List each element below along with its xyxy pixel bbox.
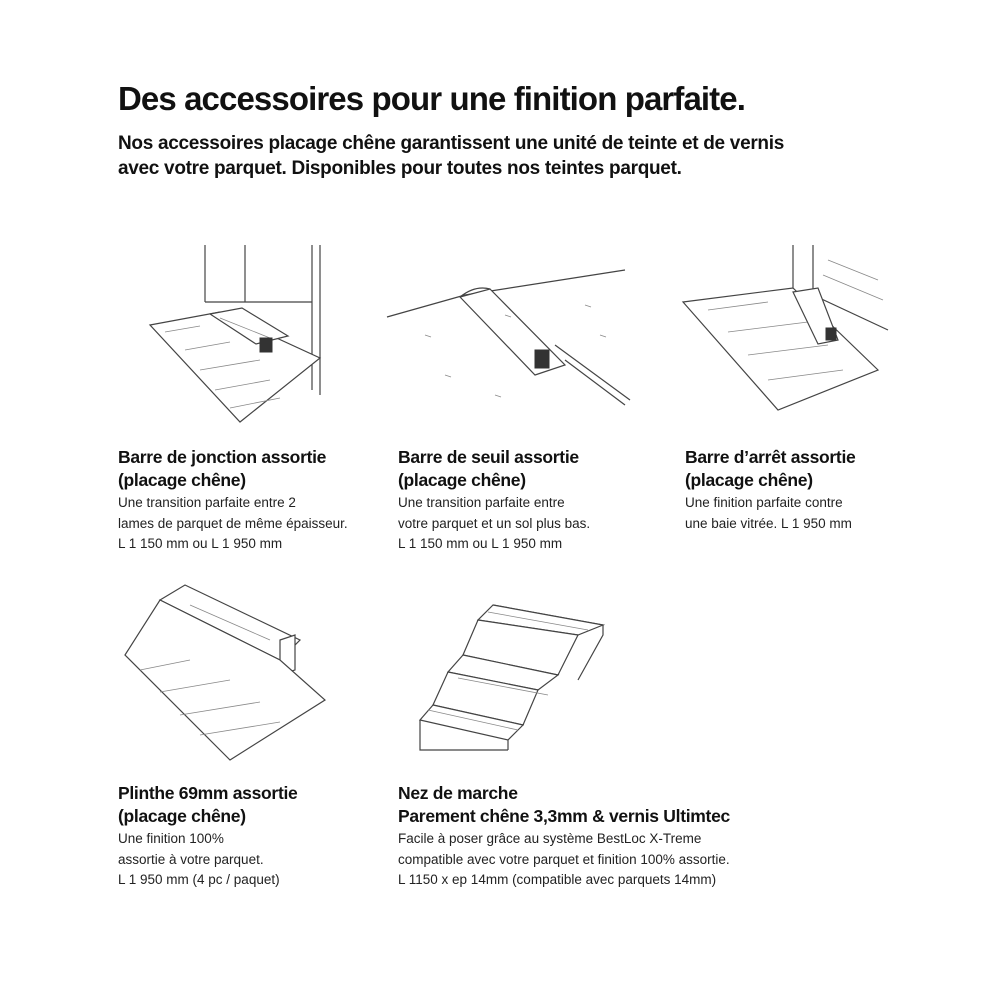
stop-bar-illustration — [678, 240, 893, 430]
desc-line: Une transition parfaite entre 2 — [118, 495, 296, 510]
accessory-description — [685, 493, 855, 534]
subtitle-line: Nos accessoires placage chêne garantissent une unité de teinte et de vernis — [118, 133, 784, 154]
title-line: Barre d’arrêt assortie — [685, 447, 856, 467]
title-line: (placage chêne) — [118, 470, 246, 490]
accessory-description — [118, 829, 297, 891]
title-line: Plinthe 69mm assortie — [118, 783, 298, 803]
title-line: (placage chêne) — [398, 470, 526, 490]
title-line: (placage chêne) — [685, 470, 813, 490]
threshold-bar-illustration — [385, 255, 635, 415]
desc-line: votre parquet et un sol plus bas. — [398, 515, 591, 531]
title-line: Nez de marche — [398, 783, 518, 803]
skirting-board-illustration — [120, 580, 340, 770]
title-line: (placage chêne) — [118, 806, 246, 826]
desc-line: compatible avec votre parquet et finition 100% assortie. — [398, 851, 730, 867]
accessory-description — [118, 493, 348, 555]
title-line: Barre de seuil assortie — [398, 447, 579, 467]
jonction-bar-illustration — [130, 240, 340, 430]
accessory-description — [398, 493, 590, 555]
desc-line: une baie vitrée. L 1 950 mm — [685, 515, 852, 531]
desc-line: L 1 950 mm (4 pc / paquet) — [118, 872, 280, 887]
stair-nosing-illustration — [418, 600, 618, 760]
desc-line: L 1 150 mm ou L 1 950 mm — [118, 536, 283, 551]
page-subtitle — [118, 131, 878, 181]
desc-line: Facile à poser grâce au système BestLoc X-Treme — [398, 831, 702, 846]
desc-line: Une finition 100% — [118, 831, 224, 846]
accessory-title — [118, 782, 297, 828]
accessory-title — [398, 446, 590, 492]
accessory-description — [398, 829, 730, 891]
desc-line: Une finition parfaite contre — [685, 495, 843, 510]
page-title: Des accessoires pour une finition parfaite. — [118, 80, 745, 117]
title-line: Barre de jonction assortie — [118, 447, 327, 467]
accessory-title — [398, 782, 730, 828]
desc-line: L 1 150 mm ou L 1 950 mm — [398, 536, 563, 551]
desc-line: lames de parquet de même épaisseur. — [118, 515, 348, 531]
accessory-title — [685, 446, 855, 492]
subtitle-line: avec votre parquet. Disponibles pour toutes nos teintes parquet. — [118, 158, 682, 179]
title-line: Parement chêne 3,3mm & vernis Ultimtec — [398, 806, 730, 826]
accessory-title — [118, 446, 348, 492]
desc-line: assortie à votre parquet. — [118, 851, 264, 867]
desc-line: Une transition parfaite entre — [398, 495, 565, 510]
desc-line: L 1150 x ep 14mm (compatible avec parquets 14mm) — [398, 872, 717, 887]
